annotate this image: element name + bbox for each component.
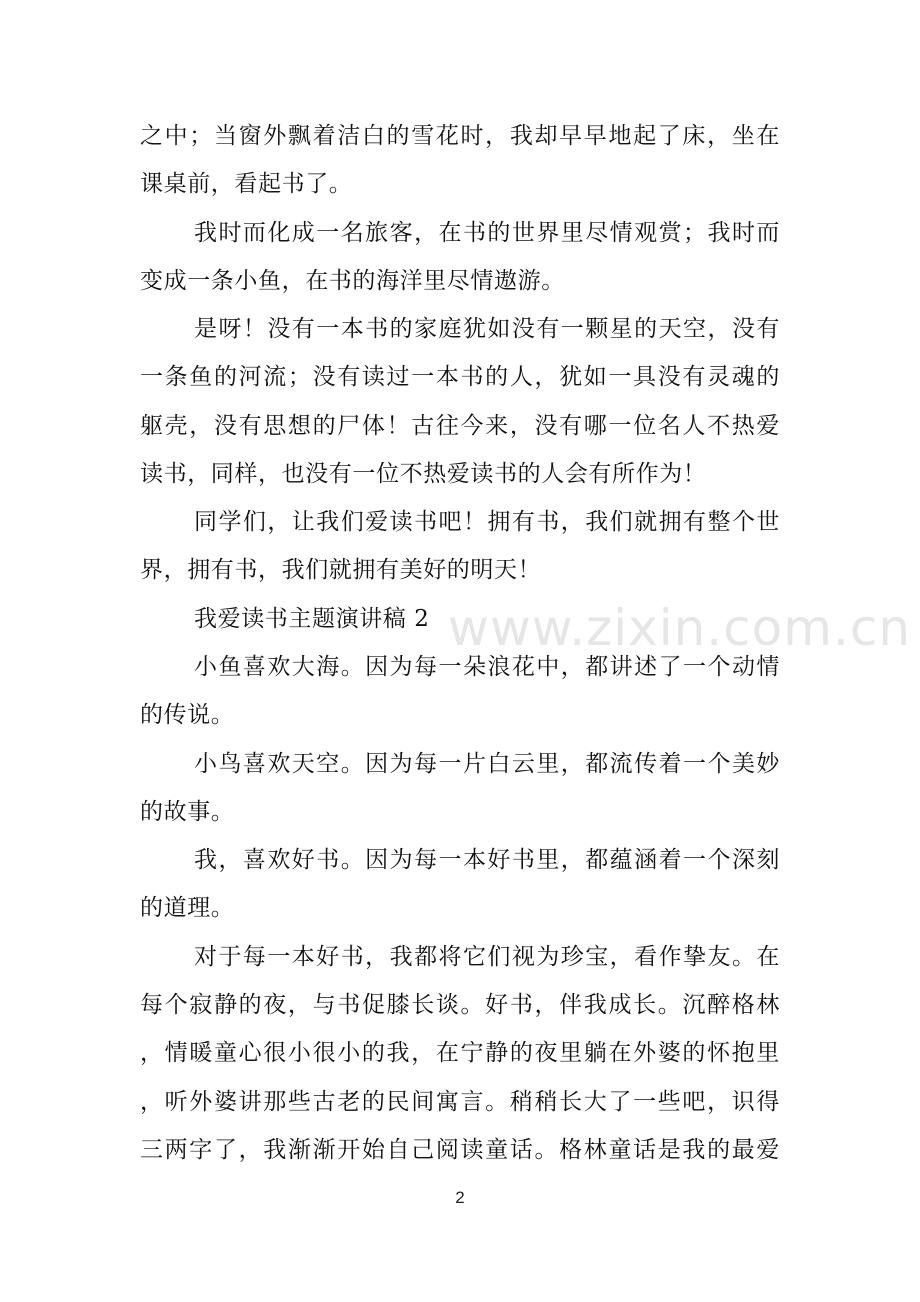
paragraph-first-line: 是呀！没有一本书的家庭犹如没有一颗星的天空，没有	[194, 316, 780, 342]
page-number: 2	[455, 1188, 465, 1207]
paragraph-first-line: 同学们，让我们爱读书吧！拥有书，我们就拥有整个世	[194, 509, 780, 535]
text-line: 的道理。	[140, 895, 235, 921]
paragraph-first-line: 小鱼喜欢大海。因为每一朵浪花中，都讲述了一个动情	[194, 654, 780, 680]
text-line: 的传说。	[140, 702, 235, 728]
text-line: ，听外婆讲那些古老的民间寓言。稍稍长大了一些吧，识得	[140, 1089, 780, 1115]
text-line: 课桌前，看起书了。	[140, 171, 353, 197]
text-line: 的故事。	[140, 799, 235, 825]
text-line: ，情暖童心很小很小的我，在宁静的夜里躺在外婆的怀抱里	[140, 1040, 780, 1066]
paragraph-first-line: 我，喜欢好书。因为每一本好书里，都蕴涵着一个深刻	[194, 847, 780, 873]
text-line: 每个寂静的夜，与书促膝长谈。好书，伴我成长。沉醉格林	[140, 992, 780, 1018]
paragraph-first-line: 我时而化成一名旅客，在书的世界里尽情观赏；我时而	[194, 220, 780, 246]
text-line: 一条鱼的河流；没有读过一本书的人，犹如一具没有灵魂的	[140, 364, 780, 390]
text-line: 躯壳，没有思想的尸体！古往今来，没有哪一位名人不热爱	[140, 413, 780, 439]
text-line: 之中；当窗外飘着洁白的雪花时，我却早早地起了床，坐在	[140, 123, 780, 149]
watermark: www.zixin.com.cn	[448, 599, 912, 657]
paragraph-first-line: 对于每一本好书，我都将它们视为珍宝，看作挚友。在	[194, 944, 780, 970]
section-heading: 我爱读书主题演讲稿 2	[194, 606, 430, 632]
text-line: 变成一条小鱼，在书的海洋里尽情遨游。	[140, 268, 565, 294]
text-line: 三两字了，我渐渐开始自己阅读童话。格林童话是我的最爱	[140, 1137, 780, 1163]
text-line: 读书，同样，也没有一位不热爱读书的人会有所作为！	[140, 461, 707, 487]
text-line: 界，拥有书，我们就拥有美好的明天！	[140, 557, 542, 583]
paragraph-first-line: 小鸟喜欢天空。因为每一片白云里，都流传着一个美妙	[194, 751, 780, 777]
